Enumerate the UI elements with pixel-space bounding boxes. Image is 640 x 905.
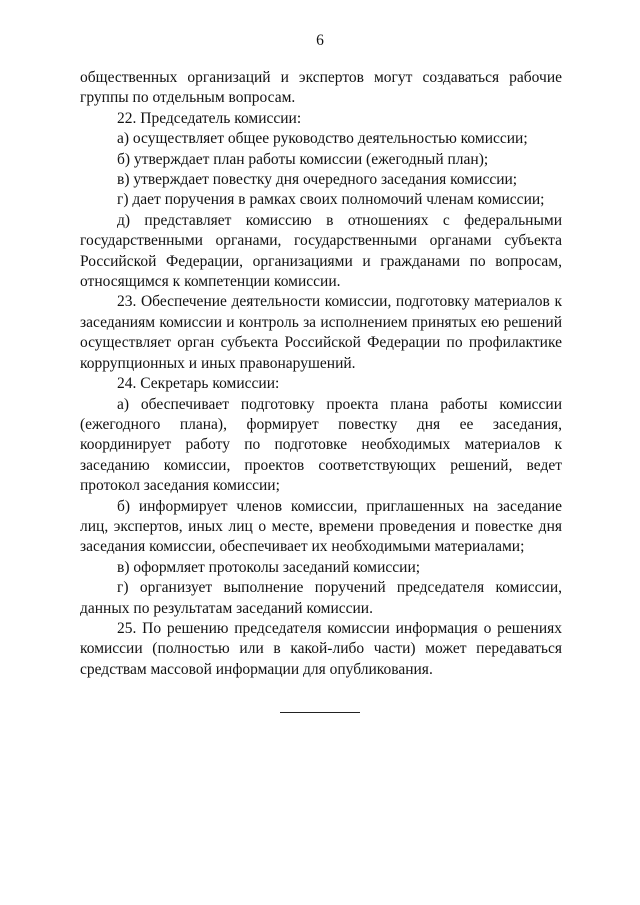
paragraph-item-25: 25. По решению председателя комиссии информация о решениях комиссии (полностью или в какой-либо части) может передаваться средствам массовой информации для опубликования. [80,619,562,678]
paragraph-item-23: 23. Обеспечение деятельности комиссии, подготовку материалов к заседаниям комиссии и контроль за исполнением принятых ею решений осуществляет орган субъекта Российской Федерации по профилактике коррупционных и иных правонарушений. [80,293,562,372]
paragraph-item-24-v: в) оформляет протоколы заседаний комиссии; [117,558,421,576]
paragraph-item-22-a: а) осуществляет общее руководство деятельностью комиссии; [117,130,528,148]
paragraph-item-24: 24. Секретарь комиссии: [117,375,280,393]
paragraph-item-24-g: г) организует выполнение поручений председателя комиссии, данных по результатам заседаний комиссии. [80,579,562,617]
end-of-document-rule [280,712,360,713]
paragraph-item-24-b: б) информирует членов комиссии, приглашенных на заседание лиц, экспертов, иных лиц о месте, времени проведения и повестке дня заседания комиссии, обеспечивает их необходимыми материалами; [80,497,562,556]
paragraph-item-22: 22. Председатель комиссии: [117,109,302,127]
paragraph-item-22-b: б) утверждает план работы комиссии (ежегодный план); [117,150,489,168]
paragraph-continuation: общественных организаций и экспертов могут создаваться рабочие группы по отдельным вопросам. [80,69,562,107]
page-number: 6 [316,32,324,49]
paragraph-item-24-a: а) обеспечивает подготовку проекта плана работы комиссии (ежегодного плана), формирует повестку дня ее заседания, координирует работу по подготовке необходимых материалов к заседанию комиссии, проектов соответствующих решений, ведет протокол заседания комиссии; [80,395,562,495]
paragraph-item-22-v: в) утверждает повестку дня очередного заседания комиссии; [117,171,518,189]
paragraph-item-22-d: д) представляет комиссию в отношениях с федеральными государственными органами, государственными органами субъекта Российской Федерации, организациями и гражданами по вопросам, относящимся к компетенции комиссии. [80,211,562,291]
paragraph-item-22-g: г) дает поручения в рамках своих полномочий членам комиссии; [117,191,545,209]
document-body [80,68,562,680]
